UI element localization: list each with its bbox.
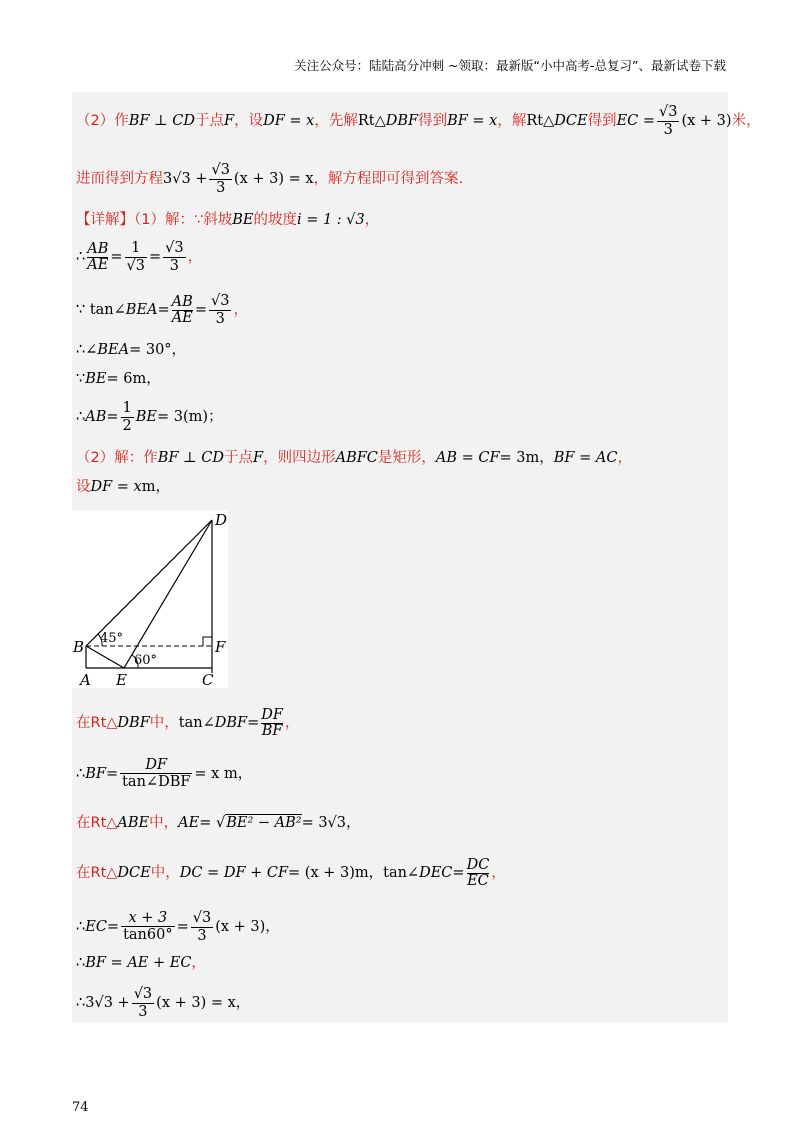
line-be [86, 646, 124, 668]
detail-line-4: ∴ $\frac{AB}{AE}$ = $\frac{1}{√3}$ = $\frac{√3}{3}$ ， [76, 240, 203, 274]
analysis-line-1: （2）作BF ⊥ CD于点F，设DF = x，先解Rt△DBF得到BF = x，解Rt△DCE得到EC = $\frac{√3}{3}$ (x + 3)米， [76, 104, 761, 138]
detail-line-12: ∴BF= $\frac{DF}{\text{tan∠DBF}}$ = x m， [76, 757, 253, 790]
label-b: B [73, 638, 85, 656]
page-header: 关注公众号：陆陆高分冲刺 ~领取：最新版“小中高考-总复习”、最新试卷下载 [294, 58, 726, 73]
detail-line-11: 在Rt△DBF中，tan∠DBF= $\frac{DF}{BF}$ ， [76, 707, 300, 739]
label-c: C [202, 671, 214, 688]
detail-line-7: ∵BE= 6m， [76, 371, 161, 387]
geometry-figure [72, 510, 228, 688]
angle-label-45: 45° [100, 631, 124, 646]
detail-line-17: ∴3√3 + $\frac{√3}{3}$ (x + 3) = x， [76, 986, 251, 1020]
detail-line-5: ∵ tan∠BEA= $\frac{AB}{AE}$ = $\frac{√3}{3}$ ， [76, 293, 248, 327]
page-number: 74 [72, 1100, 89, 1115]
analysis-line-2: 进而得到方程3√3 + $\frac{√3}{3}$ (x + 3) = x，解方程即可得到答案. [76, 162, 464, 196]
label-e: E [116, 671, 127, 688]
detail-line-6: ∴∠BEA= 30°， [76, 342, 187, 358]
detail-line-10: 设DF = xm， [76, 479, 170, 495]
label-a: A [80, 671, 91, 688]
detail-line-16: ∴BF = AE + EC， [76, 955, 206, 971]
detail-line-8: ∴AB= $\frac{1}{2}$ BE= 3(m)； [76, 400, 223, 434]
label-d: D [215, 511, 228, 529]
detail-line-13: 在Rt△ABE中，AE= √BE² − AB²= 3√3， [76, 815, 361, 831]
detail-line-3: 【详解】（1）解：∵斜坡BE的坡度i = 1 : √3， [76, 212, 380, 228]
right-angle-mark [203, 637, 212, 646]
angle-label-60: 60° [134, 653, 158, 668]
detail-line-15: ∴EC= $\frac{x + 3}{\tan 60^\circ}$ = $\frac{√3}{3}$ (x + 3)， [76, 910, 280, 944]
label-f: F [215, 638, 226, 656]
triangle-diagram [72, 510, 228, 688]
fraction: $\frac{√3}{3}$ [659, 104, 678, 138]
detail-line-9: （2）解：作BF ⊥ CD于点F，则四边形ABFC是矩形，AB = CF= 3m，BF = AC， [76, 450, 632, 466]
detail-line-14: 在Rt△DCE中，DC = DF + CF= (x + 3)m，tan∠DEC= $\frac{DC}{EC}$ ， [76, 857, 506, 889]
fraction: $\frac{√3}{3}$ [211, 162, 230, 196]
